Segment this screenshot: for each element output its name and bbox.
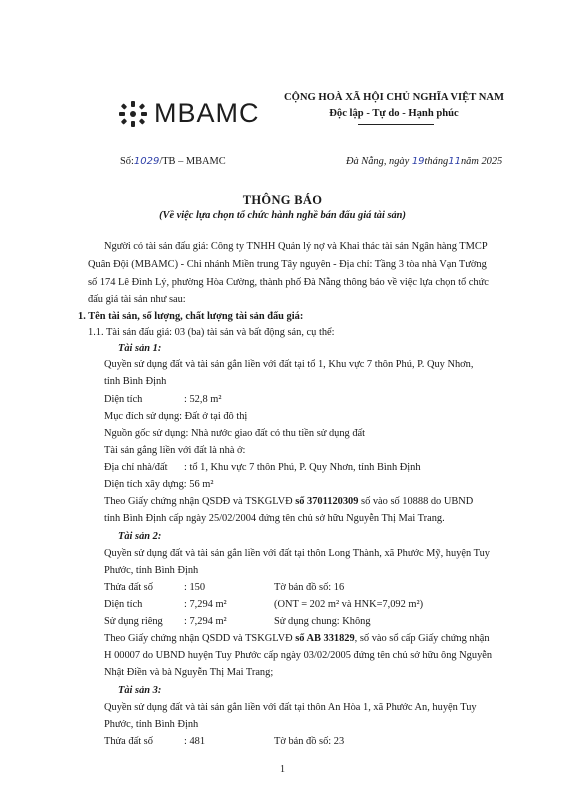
cert-text: số vào số 10888 do UBND <box>358 496 474 507</box>
area-note: (ONT = 202 m² và HNK=7,092 m²) <box>274 599 424 610</box>
asset-3-desc: Quyền sử dụng đất và tài sản gắn liền với đất tại thôn An Hòa 1, xã Phước An, huyện Tuy <box>104 702 477 713</box>
shared-use: Sử dụng chung: Không <box>274 616 371 627</box>
asset-2-area <box>104 599 423 610</box>
asset-1-floor-area: Diện tích xây dựng: 56 m² <box>104 479 214 490</box>
asset-3-parcel <box>104 736 344 747</box>
asset-2-certificate-line2: H 00007 do UBND huyện Tuy Phước cấp ngày 03/02/2005 đứng tên chủ sở hữu ông Nguyễn <box>104 650 493 661</box>
cert-number: số AB 331829 <box>295 633 355 644</box>
asset-1-origin: Nguồn gốc sử dụng: Nhà nước giao đất có thu tiền sử dụng đất <box>104 428 366 439</box>
doc-no-handwritten: 1029 <box>133 156 160 167</box>
document-title: THÔNG BÁO <box>242 193 323 207</box>
address-value: : tổ 1, Khu vực 7 thôn Phú, P. Quy Nhơn, tỉnh Bình Định <box>184 462 421 473</box>
private-label: Sử dụng riêng <box>104 616 163 627</box>
year-text: năm 2025 <box>460 156 503 167</box>
page-number: 1 <box>280 764 285 775</box>
area-label: Diện tích <box>104 394 143 405</box>
asset-1-purpose: Mục đích sử dụng: Đất ở tại đô thị <box>104 411 248 422</box>
asset-2-heading: Tài sản 2: <box>118 531 162 542</box>
parcel-label: Thửa đất số <box>104 736 153 747</box>
intro-line: đấu giá tài sản như sau: <box>88 294 186 305</box>
cert-text: Theo Giấy chứng nhận QSDD và TSKGLVĐ <box>104 633 296 644</box>
asset-1-certificate-line2: tỉnh Bình Định cấp ngày 25/02/2004 đứng tên chủ sở hữu Nguyễn Thị Mai Trang. <box>104 513 445 524</box>
map-label: Tờ bản đồ số: 16 <box>274 582 345 593</box>
cert-text: , số vào sổ cấp Giấy chứng nhận <box>354 633 490 644</box>
asset-1-address <box>104 462 421 473</box>
month-prefix: tháng <box>424 156 449 167</box>
place-date <box>346 156 502 167</box>
doc-no-suffix: /TB – MBAMC <box>159 156 226 167</box>
asset-3-desc: Phước, tỉnh Bình Định <box>104 719 199 730</box>
logo-text: MBAMC <box>154 98 260 128</box>
intro-line: Quân Đội (MBAMC) - Chi nhánh Miền trung Tây nguyên - Địa chỉ: Tầng 3 tòa nhà Vạn Tường <box>88 259 487 270</box>
month-handwritten: 11 <box>448 156 461 167</box>
asset-1-desc: tỉnh Bình Định <box>104 376 167 387</box>
document-subtitle: (Về việc lựa chọn tổ chức hành nghề bán đấu giá tài sản) <box>159 210 406 221</box>
asset-2-private-use <box>104 616 371 627</box>
section-1-heading: 1. Tên tài sản, số lượng, chất lượng tài sản đấu giá: <box>78 311 304 322</box>
private-value: : 7,294 m² <box>184 616 227 627</box>
parcel-value: : 481 <box>184 736 206 747</box>
asset-2-desc: Quyền sử dụng đất và tài sản gắn liền với đất tại thôn Long Thành, xã Phước Mỹ, huyện Tuy <box>104 548 490 559</box>
asset-1-certificate <box>104 496 473 507</box>
mbamc-logo-icon <box>116 99 150 129</box>
asset-2-certificate-line3: Nhật Điền và bà Nguyễn Thị Mai Trang; <box>104 667 274 678</box>
document-number <box>120 156 226 167</box>
parcel-value: : 150 <box>184 582 206 593</box>
parcel-label: Thửa đất số <box>104 582 153 593</box>
address-label: Địa chỉ nhà/đất <box>104 462 168 473</box>
asset-1-desc: Quyền sử dụng đất và tài sản gắn liền với đất tại tổ 1, Khu vực 7 thôn Phú, P. Quy Nhơn, <box>104 359 474 370</box>
asset-1-heading: Tài sản 1: <box>118 343 162 354</box>
asset-2-parcel <box>104 582 344 593</box>
area-label: Diện tích <box>104 599 143 610</box>
section-1-1: 1.1. Tài sản đấu giá: 03 (ba) tài sản và bất động sản, cụ thể: <box>88 327 335 338</box>
map-label: Tờ bản đồ số: 23 <box>274 736 345 747</box>
cert-number: số 3701120309 <box>295 496 359 507</box>
cert-text: Theo Giấy chứng nhận QSDĐ và TSKGLVĐ <box>104 496 296 507</box>
company-logo <box>116 98 260 129</box>
asset-2-certificate <box>104 633 490 644</box>
area-value: : 7,294 m² <box>184 599 227 610</box>
intro-line: số 174 Lê Đình Lý, phường Hòa Cường, thành phố Đà Nẵng thông báo về việc lựa chọn tổ chức <box>88 277 489 288</box>
nation-heading: CỘNG HOÀ XÃ HỘI CHỦ NGHĨA VIỆT NAM <box>284 92 505 103</box>
intro-line: Người có tài sản đấu giá: Công ty TNHH Quản lý nợ và Khai thác tài sản Ngân hàng TMCP <box>104 241 488 252</box>
place-prefix: Đà Nẵng, ngày <box>346 156 412 167</box>
motto-underline <box>358 124 434 125</box>
asset-1-area <box>104 394 221 405</box>
asset-3-heading: Tài sản 3: <box>118 685 162 696</box>
day-handwritten: 19 <box>411 156 425 167</box>
doc-no-prefix: Số: <box>120 156 134 167</box>
motto: Độc lập - Tự do - Hạnh phúc <box>329 108 459 119</box>
area-value: : 52,8 m² <box>184 394 222 405</box>
asset-1-attached: Tài sản gắng liền với đất là nhà ở: <box>104 445 246 456</box>
asset-2-desc: Phước, tỉnh Bình Định <box>104 565 199 576</box>
